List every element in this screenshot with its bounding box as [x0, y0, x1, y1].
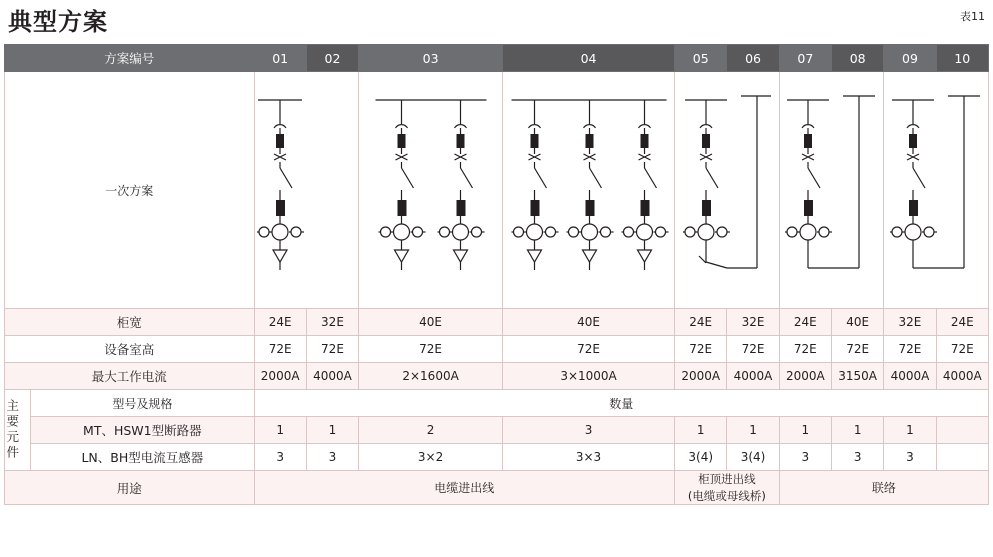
row-label-max-working-current: 最大工作电流 [5, 363, 255, 390]
table-number: 表11 [960, 10, 985, 23]
cabinet-width-05: 24E [675, 309, 727, 336]
ct-04: 3×3 [503, 444, 675, 471]
page-title: 典型方案 [8, 8, 108, 36]
room-height-10: 72E [936, 336, 988, 363]
main-components-vertical-text: 主要元件 [4, 399, 20, 461]
row-equipment-room-height [5, 336, 989, 363]
row-max-working-current [5, 363, 989, 390]
max-current-08: 3150A [831, 363, 883, 390]
typical-scheme-table [4, 44, 989, 505]
row-usage [5, 471, 989, 505]
room-height-08: 72E [831, 336, 883, 363]
ct-07: 3 [779, 444, 831, 471]
table-header-row [5, 45, 989, 72]
header-scheme-04: 04 [503, 45, 675, 72]
schematic-07-08 [779, 72, 884, 309]
room-height-03: 72E [359, 336, 503, 363]
usage-top-entry-line1: 柜顶进出线 [698, 472, 756, 486]
row-label-type-spec: 型号及规格 [31, 390, 254, 417]
schematic-03 [359, 72, 503, 309]
cabinet-width-01: 24E [254, 309, 306, 336]
row-label-usage: 用途 [5, 471, 255, 505]
header-scheme-03: 03 [359, 45, 503, 72]
row-label-equipment-room-height: 设备室高 [5, 336, 255, 363]
header-scheme-number-label: 方案编号 [5, 45, 255, 72]
max-current-01: 2000A [254, 363, 306, 390]
header-scheme-05: 05 [675, 45, 727, 72]
breaker-03: 2 [359, 417, 503, 444]
cabinet-width-04: 40E [503, 309, 675, 336]
row-cabinet-width [5, 309, 989, 336]
ct-01: 3 [254, 444, 306, 471]
breaker-09: 1 [884, 417, 936, 444]
max-current-04: 3×1000A [503, 363, 675, 390]
row-type-spec [5, 390, 989, 417]
ct-02: 3 [306, 444, 358, 471]
cabinet-width-06: 32E [727, 309, 779, 336]
breaker-06: 1 [727, 417, 779, 444]
room-height-09: 72E [884, 336, 936, 363]
usage-cable: 电缆进出线 [254, 471, 675, 505]
breaker-04: 3 [503, 417, 675, 444]
ct-03: 3×2 [359, 444, 503, 471]
cabinet-width-08: 40E [831, 309, 883, 336]
max-current-02: 4000A [306, 363, 358, 390]
cabinet-width-03: 40E [359, 309, 503, 336]
header-scheme-07: 07 [779, 45, 831, 72]
main-components-label [5, 390, 31, 471]
header-scheme-06: 06 [727, 45, 779, 72]
header-scheme-08: 08 [831, 45, 883, 72]
cabinet-width-02: 32E [306, 309, 358, 336]
header-scheme-10: 10 [936, 45, 988, 72]
cabinet-width-09: 32E [884, 309, 936, 336]
breaker-01: 1 [254, 417, 306, 444]
usage-tie: 联络 [779, 471, 988, 505]
breaker-02: 1 [306, 417, 358, 444]
breaker-07: 1 [779, 417, 831, 444]
room-height-07: 72E [779, 336, 831, 363]
max-current-07: 2000A [779, 363, 831, 390]
cabinet-width-10: 24E [936, 309, 988, 336]
ct-10 [936, 444, 988, 471]
row-label-breaker: MT、HSW1型断路器 [31, 417, 254, 444]
ct-05: 3(4) [675, 444, 727, 471]
breaker-08: 1 [831, 417, 883, 444]
row-current-transformer [5, 444, 989, 471]
primary-scheme-label: 一次方案 [5, 72, 255, 309]
header-scheme-01: 01 [254, 45, 306, 72]
room-height-05: 72E [675, 336, 727, 363]
header-scheme-09: 09 [884, 45, 936, 72]
room-height-04: 72E [503, 336, 675, 363]
room-height-02: 72E [306, 336, 358, 363]
ct-06: 3(4) [727, 444, 779, 471]
max-current-05: 2000A [675, 363, 727, 390]
max-current-09: 4000A [884, 363, 936, 390]
schematic-09-10 [884, 72, 989, 309]
cabinet-width-07: 24E [779, 309, 831, 336]
schematic-04 [503, 72, 675, 309]
row-breaker [5, 417, 989, 444]
breaker-05: 1 [675, 417, 727, 444]
breaker-10 [936, 417, 988, 444]
max-current-03: 2×1600A [359, 363, 503, 390]
quantity-header: 数量 [254, 390, 988, 417]
schematic-01-02 [254, 72, 359, 309]
max-current-06: 4000A [727, 363, 779, 390]
primary-scheme-row [5, 72, 989, 309]
room-height-01: 72E [254, 336, 306, 363]
max-current-10: 4000A [936, 363, 988, 390]
row-label-current-transformer: LN、BH型电流互感器 [31, 444, 254, 471]
usage-top-entry-line2: (电缆或母线桥) [687, 488, 766, 503]
header-scheme-02: 02 [306, 45, 358, 72]
schematic-05-06 [675, 72, 780, 309]
row-label-cabinet-width: 柜宽 [5, 309, 255, 336]
ct-08: 3 [831, 444, 883, 471]
ct-09: 3 [884, 444, 936, 471]
room-height-06: 72E [727, 336, 779, 363]
usage-top-entry [675, 471, 780, 505]
